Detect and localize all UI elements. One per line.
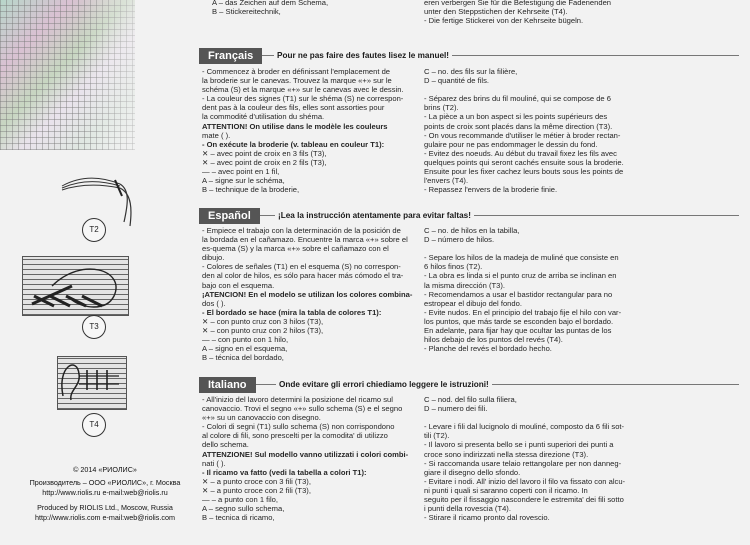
text-line: D – número de hilos.: [424, 235, 495, 245]
text-line: - Evitez des noeuds. Au début du travail fixez les fils avec: [424, 148, 617, 158]
text-line: es-quema (S) y la marca «+» sobre el cañamazo con el: [202, 244, 389, 254]
text-line: [424, 413, 625, 422]
figure-label-t3: T3: [82, 315, 106, 339]
text-line: A – signe sur le schéma,: [202, 176, 285, 186]
text-line: 6 hilos finos (T2).: [424, 262, 483, 272]
thread-strands-illustration: [60, 170, 150, 230]
subtitle-fr: Pour ne pas faire des fautes lisez le manuel!: [274, 50, 452, 61]
text-line: la broderie sur le canevas. Trouvez la marque «+» sur le: [202, 76, 392, 86]
text-line: brins (T2).: [424, 103, 459, 113]
ru-web-contact: http://www.riolis.ru e-mail:web@riolis.ru: [42, 488, 168, 497]
text-line: ✕ – a punto croce con 3 fili (T3),: [202, 476, 311, 486]
text-line: canovaccio. Trovi el segno «+» sullo schema (S) e el segno: [202, 404, 403, 414]
text-line: - Colores de señales (T1) en el esquema (S) no correspon-: [202, 262, 401, 272]
text-line: B – technique de la broderie,: [202, 185, 300, 195]
text-line: quelques points qui seront cachés ensuite sous la broderie.: [424, 157, 624, 167]
text-line: ATTENTION! On utilise dans le modèle les couleurs: [202, 121, 388, 131]
text-line: - Separe los hilos de la madeja de muliné que consiste en: [424, 253, 619, 263]
text-line: B – tecnica di ricamo,: [202, 513, 275, 523]
ru-producer: Производитель – ООО «РИОЛИС», г. Москва: [29, 478, 181, 487]
text-line: gulaire pour ne pas endommager le dessin du fond.: [424, 139, 598, 149]
text-line: la bordada en el cañamazo. Encuentre la marca «+» sobre el: [202, 235, 408, 245]
text-line: - La couleur des signes (T1) sur le shéma (S) ne correspon-: [202, 94, 404, 104]
text-line: den al color de hilos, es sólo para hacer más cómodo el tra-: [202, 271, 404, 281]
text-line: ✕ – avec point de croix en 2 fils (T3),: [202, 157, 327, 167]
text-line: ✕ – con punto cruz con 2 hilos (T3),: [202, 326, 324, 336]
german-fragment-right: [424, 0, 611, 25]
text-line: - Planche del revés el bordado hecho.: [424, 344, 552, 354]
column-es-left: [202, 226, 412, 362]
text-line: los puntos, que más tarde se esconden bajo el bordado.: [424, 316, 614, 326]
text-line: croce sono indirizzati nella stessa direzione (T3).: [424, 449, 589, 459]
text-line: schéma (S) et la marque «+» sur le canevas avec le dessin.: [202, 85, 404, 95]
text-line: - Il lavoro si presenta bello se i punti superiori dei punti a: [424, 440, 614, 450]
en-web-contact: http://www.riolis.com e-mail:web@riolis.com: [35, 513, 175, 522]
language-tag-es: Español: [199, 208, 260, 224]
de-line: eren verbergen Sie für die Befestigung die Fadenenden: [424, 0, 612, 7]
text-line: dent pas à la couleur des fils, elles sont assorties pour: [202, 103, 385, 113]
text-line: - Colori di segni (T1) sullo schema (S) non corrispondono: [202, 422, 395, 432]
text-line: dos ( ).: [202, 298, 226, 308]
section-header-es: [199, 208, 739, 224]
en-producer: Produced by RIOLIS Ltd., Moscow, Russia: [37, 503, 173, 512]
section-header-it: [199, 377, 739, 393]
text-line: al colore di fili, sono prescelti per la comodita' di utilizzo: [202, 431, 388, 441]
text-line: - El bordado se hace (mira la tabla de colores T1):: [202, 307, 382, 317]
text-line: - All'inizio del lavoro determini la posizione del ricamo sul: [202, 395, 393, 404]
de-line: unter den Steppstichen der Kehrseite (T4).: [424, 7, 568, 17]
text-line: Ensuite pour les fixer cachez leurs bouts sous les points de: [424, 167, 624, 177]
text-line: - Il ricamo va fatto (vedi la tabella a colori T1):: [202, 467, 367, 477]
text-line: A – segno sullo schema,: [202, 504, 285, 514]
text-line: ¡ATENCION! En el modelo se utilizan los colores combina-: [202, 289, 413, 299]
column-it-right: [424, 395, 625, 522]
text-line: ✕ – a punto croce con 2 fili (T3),: [202, 485, 311, 495]
text-line: l'envers (T4).: [424, 176, 469, 186]
text-line: - On vous recommande d'utiliser le métier à broder rectan-: [424, 130, 621, 140]
de-line: - Die fertige Stickerei von der Kehrseite bügeln.: [424, 16, 584, 26]
text-line: ✕ – con punto cruz con 3 hilos (T3),: [202, 316, 324, 326]
text-line: - Commencez à broder en définissant l'emplacement de: [202, 67, 391, 76]
text-line: - La pièce a un bon aspect si les points supérieurs des: [424, 112, 608, 122]
text-line: - Evite nudos. En el principio del trabajo fije el hilo con var-: [424, 307, 622, 317]
text-line: dibujo.: [202, 253, 225, 263]
text-line: C – nod. del filo sulla filiera,: [424, 395, 517, 404]
language-tag-it: Italiano: [199, 377, 256, 393]
text-line: - Empiece el trabajo con la determinación de la posición de: [202, 226, 401, 235]
text-line: - On exécute la broderie (v. tableau en couleur T1):: [202, 139, 385, 149]
figure-label-t2: T2: [82, 218, 106, 242]
text-line: - Stirare il ricamo pronto dal rovescio.: [424, 513, 550, 523]
de-line: B – Stickereitechnik,: [212, 7, 281, 17]
subtitle-es: ¡Lea la instrucción atentamente para evitar faltas!: [275, 210, 474, 221]
section-header-fr: [199, 48, 739, 64]
text-line: nati ( ).: [202, 458, 226, 468]
text-line: «+» su un canovaccio con disegno.: [202, 413, 321, 423]
text-line: [424, 244, 621, 253]
thread-fixing-illustration: [57, 356, 127, 410]
text-line: la misma dirección (T3).: [424, 280, 506, 290]
text-line: - Recomendamos a usar el bastidor rectangular para no: [424, 289, 613, 299]
text-line: mate ( ).: [202, 130, 231, 140]
column-fr-right: [424, 67, 624, 194]
text-line: ✕ – avec point de croix en 3 fils (T3),: [202, 148, 327, 158]
text-line: ni punti i quali si saranno coperti con il ricamo. In: [424, 485, 588, 495]
column-es-right: [424, 226, 621, 353]
language-tag-fr: Français: [199, 48, 262, 64]
text-line: estropear el dibujo del fondo.: [424, 298, 522, 308]
column-it-left: [202, 395, 408, 522]
text-line: En adelante, para fijar hay que ocultar las puntas de los: [424, 326, 612, 336]
pattern-fade: [0, 0, 135, 150]
cross-stitch-illustration: [22, 256, 128, 316]
text-line: — – avec point en 1 fil,: [202, 167, 280, 177]
text-line: C – no. des fils sur la filière,: [424, 67, 518, 76]
text-line: ATTENZIONE! Sul modello vanno utilizzati i colori combi-: [202, 449, 409, 459]
text-line: tili (T2).: [424, 431, 450, 441]
copyright-line: © 2014 «РИОЛИС»: [73, 465, 137, 474]
text-line: giare il disegno dello sfondo.: [424, 467, 521, 477]
text-line: D – quantité de fils.: [424, 76, 490, 86]
text-line: — – con punto con 1 hilo,: [202, 335, 289, 345]
text-line: - Séparez des brins du fil mouliné, qui se compose de 6: [424, 94, 611, 104]
text-line: dello schema.: [202, 440, 249, 450]
text-line: - Si raccomanda usare telaio rettangolare per non danneg-: [424, 458, 622, 468]
text-line: A – signo en el esquema,: [202, 344, 288, 354]
text-line: la commodité d'utilisation du shéma.: [202, 112, 325, 122]
text-line: C – no. de hilos en la tabilla,: [424, 226, 520, 235]
text-line: - Repassez l'envers de la broderie finie.: [424, 185, 558, 195]
figure-label-t4: T4: [82, 413, 106, 437]
column-fr-left: [202, 67, 404, 194]
german-fragment-left: [212, 0, 328, 16]
text-line: [424, 85, 624, 94]
text-line: B – técnica del bordado,: [202, 353, 284, 363]
text-line: D – numero dei fili.: [424, 404, 488, 414]
de-line: A – das Zeichen auf dem Schema,: [212, 0, 329, 7]
text-line: points de croix sont placés dans la même direction (T3).: [424, 121, 613, 131]
subtitle-it: Onde evitare gli errori chiediamo leggere le istruzioni!: [276, 379, 492, 390]
text-line: hilos debajo de los puntos del revés (T4).: [424, 335, 563, 345]
text-line: — – a punto con 1 filo,: [202, 495, 278, 505]
text-line: - La obra es linda si el punto cruz de arriba se inclinan en: [424, 271, 617, 281]
text-line: - Evitare i nodi. All' inizio del lavoro il filo va fissato con alcu-: [424, 476, 626, 486]
text-line: seguito per il fissaggio nascondere le estremita' dei fili sotto: [424, 495, 624, 505]
text-line: - Levare i fili dal lucignolo di mouliné, composto da 6 fili sot-: [424, 422, 625, 432]
text-line: bajo con el esquema.: [202, 280, 275, 290]
text-line: i punti della rovescia (T4).: [424, 504, 511, 514]
